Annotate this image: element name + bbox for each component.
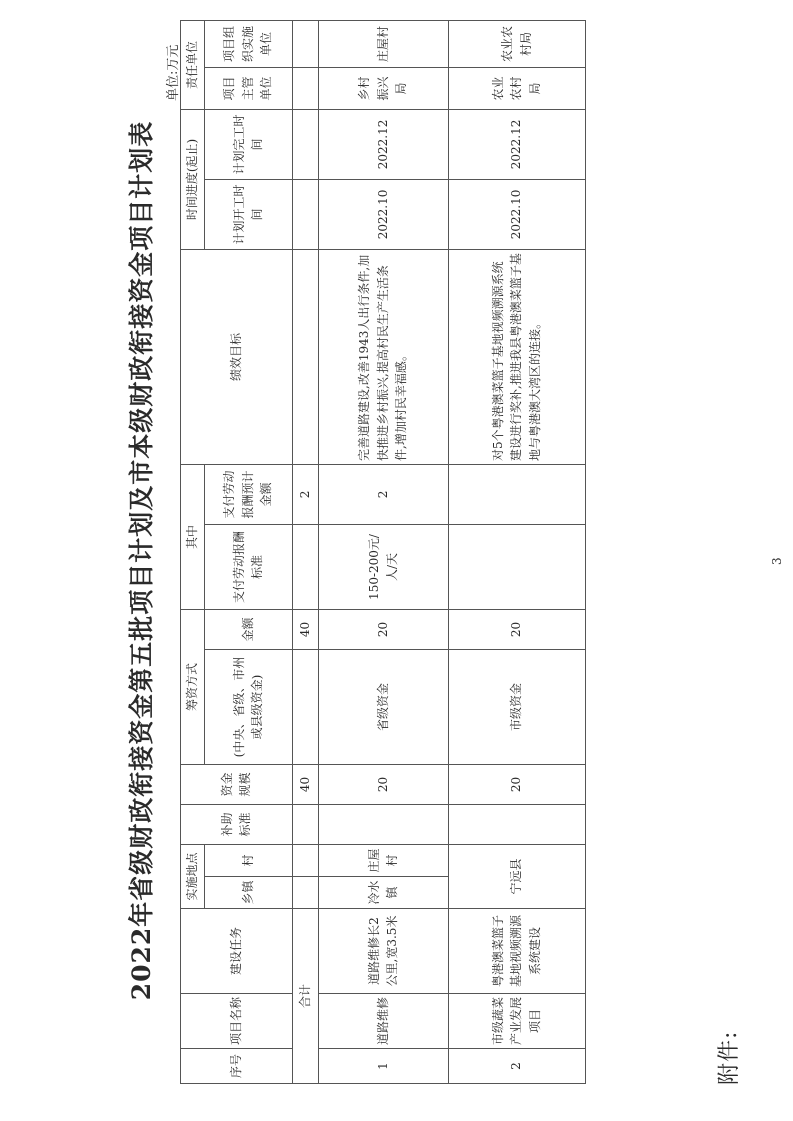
page-number: 3 xyxy=(770,557,784,565)
total-amount: 40 xyxy=(292,609,318,649)
header-seq: 序号 xyxy=(181,1049,293,1084)
document-title: 2022年省级财政衔接资金第五批项目计划及市本级财政衔接资金项目计划表 xyxy=(127,120,156,1001)
row-end: 2022.12 xyxy=(448,109,585,179)
header-subsidy: 补助标准 xyxy=(181,804,293,844)
total-fund-scale: 40 xyxy=(292,764,318,804)
row-funding-source: 省级资金 xyxy=(318,649,448,764)
cell-empty xyxy=(292,804,318,844)
header-organizer: 项目组织实施单位 xyxy=(204,20,292,67)
header-of-which: 其中 xyxy=(181,464,205,609)
row-funding-source: 市级资金 xyxy=(448,649,585,764)
header-task: 建设任务 xyxy=(181,909,293,994)
row-task: 道路维修长2公里,宽3.5米 xyxy=(318,909,448,994)
header-labor-total: 支付劳动报酬预计金额 xyxy=(204,464,292,524)
row-performance: 对5个粤港澳菜篮子基地视频溯源系统建设进行奖补,推进我县粤港澳菜篮子基地与粤港澳大湾区的连接。 xyxy=(448,249,585,464)
table-row xyxy=(448,20,585,1083)
header-labor-standard: 支付劳动报酬标准 xyxy=(204,524,292,609)
row-project-name: 市级蔬菜产业发展项目 xyxy=(448,994,585,1049)
cell-empty xyxy=(292,109,318,179)
row-labor-standard xyxy=(448,524,585,609)
unit-label: 单位:万元 xyxy=(166,44,181,101)
cell-empty xyxy=(292,844,318,876)
header-village: 村 xyxy=(204,844,292,876)
table-row xyxy=(318,20,448,1083)
row-end: 2022.12 xyxy=(318,109,448,179)
row-project-name: 道路维修 xyxy=(318,994,448,1049)
row-village: 庄屋村 xyxy=(318,844,448,876)
row-competent: 乡村振兴局 xyxy=(318,67,448,109)
row-task: 粤港澳菜篮子基地视频溯源系统建设 xyxy=(448,909,585,994)
row-labor-total xyxy=(448,464,585,524)
row-fund-scale: 20 xyxy=(318,764,448,804)
header-row-1 xyxy=(181,20,205,1083)
header-start: 计划开工时间 xyxy=(204,179,292,249)
header-responsible: 责任单位 xyxy=(181,20,205,109)
attachment-label: 附件: xyxy=(717,1030,742,1085)
row-start: 2022.10 xyxy=(318,179,448,249)
total-labor-total: 2 xyxy=(292,464,318,524)
header-project-name: 项目名称 xyxy=(181,994,293,1049)
cell-empty xyxy=(292,649,318,764)
header-funding: 筹资方式 xyxy=(181,609,205,764)
row-subsidy xyxy=(448,804,585,844)
header-performance: 绩效目标 xyxy=(181,249,293,464)
row-seq: 1 xyxy=(318,1049,448,1084)
cell-empty xyxy=(292,179,318,249)
cell-empty xyxy=(292,67,318,109)
row-start: 2022.10 xyxy=(448,179,585,249)
header-competent: 项目主管单位 xyxy=(204,67,292,109)
row-amount: 20 xyxy=(318,609,448,649)
header-schedule: 时间进度(起止) xyxy=(181,109,205,249)
header-fund-scale: 资金规模 xyxy=(181,764,293,804)
row-labor-standard: 150-200元/人/天 xyxy=(318,524,448,609)
row-amount: 20 xyxy=(448,609,585,649)
cell-empty xyxy=(292,524,318,609)
total-row xyxy=(292,20,318,1083)
cell-empty xyxy=(292,249,318,464)
total-label: 合计 xyxy=(292,909,318,1084)
row-township: 宁远县 xyxy=(448,844,585,908)
header-end: 计划完工时间 xyxy=(204,109,292,179)
project-plan-table xyxy=(180,20,586,1084)
header-amount: 金额 xyxy=(204,609,292,649)
row-organizer: 农业农村局 xyxy=(448,20,585,67)
header-township: 乡镇 xyxy=(204,877,292,909)
row-township: 冷水镇 xyxy=(318,877,448,909)
header-funding-source: (中央、省级、市州或县级资金) xyxy=(204,649,292,764)
row-performance: 完善道路建设,改善1943人出行条件,加快推进乡村振兴,提高村民生产生活条件,增加村民幸福感。 xyxy=(318,249,448,464)
row-seq: 2 xyxy=(448,1049,585,1084)
row-labor-total: 2 xyxy=(318,464,448,524)
cell-empty xyxy=(292,877,318,909)
row-organizer: 庄屋村 xyxy=(318,20,448,67)
row-competent: 农业农村局 xyxy=(448,67,585,109)
row-subsidy xyxy=(318,804,448,844)
row-fund-scale: 20 xyxy=(448,764,585,804)
cell-empty xyxy=(292,20,318,67)
header-location: 实施地点 xyxy=(181,844,205,908)
